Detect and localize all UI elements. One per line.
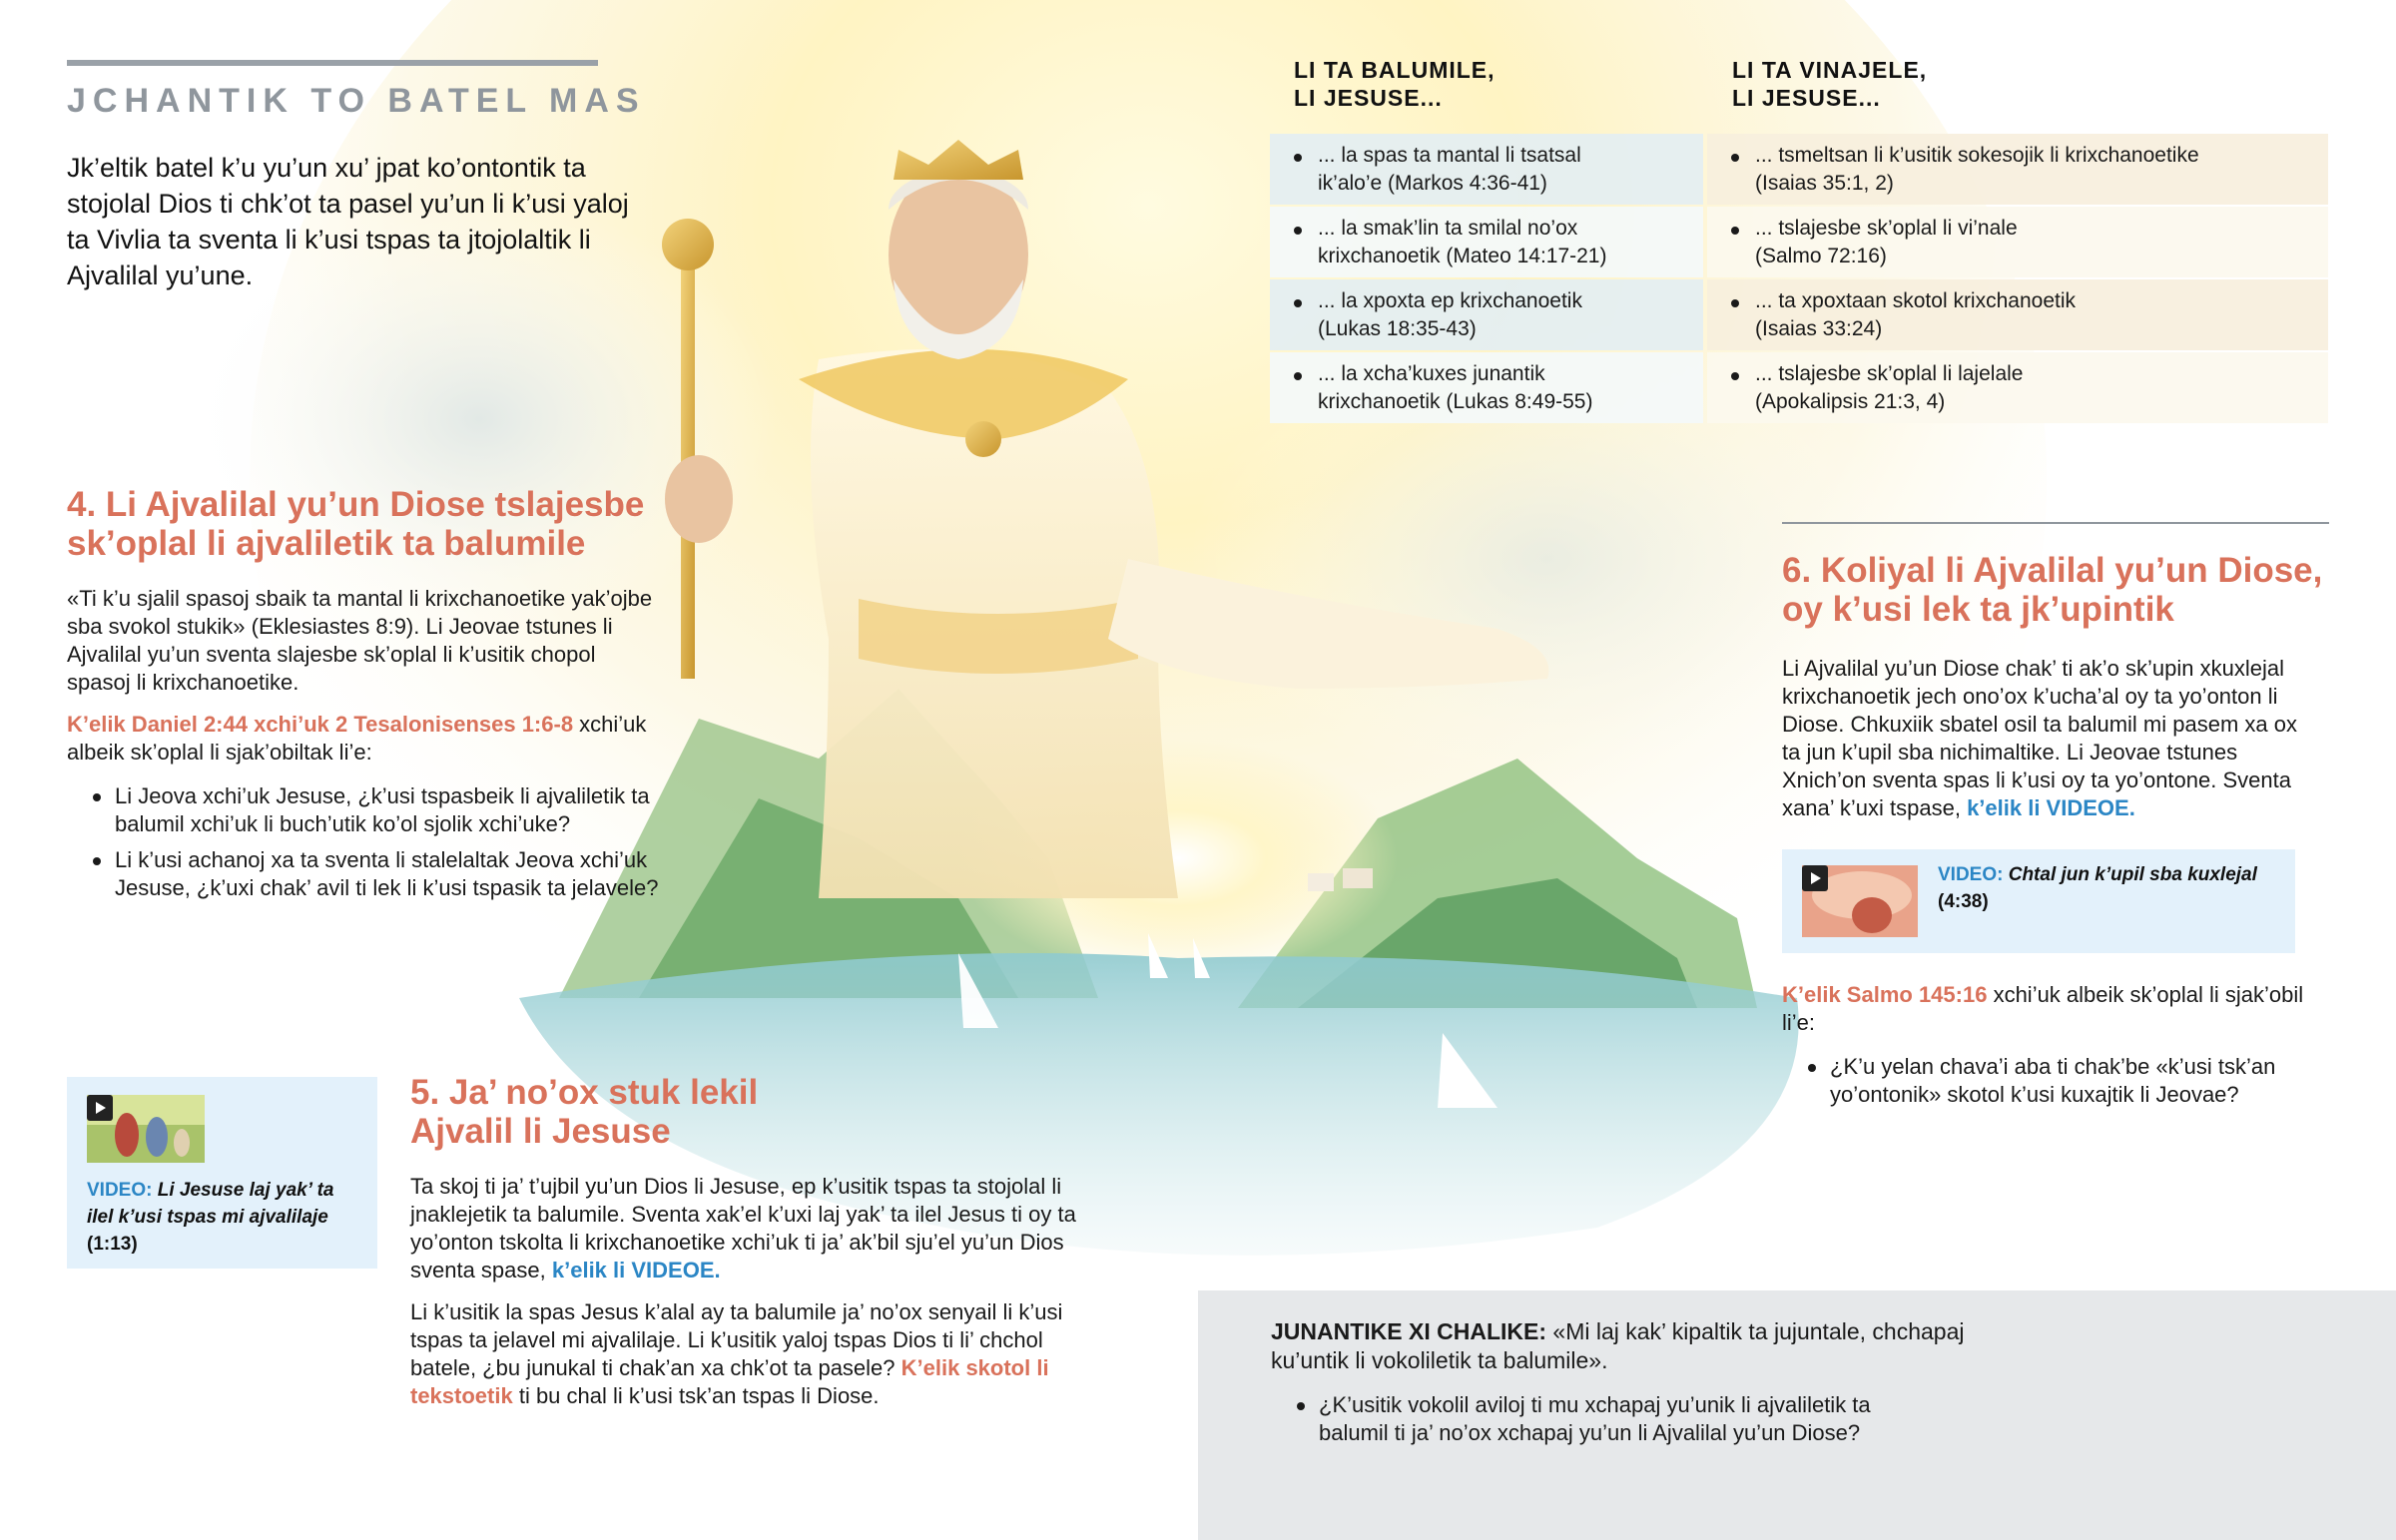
paragraph-text: ti bu chal li k’usi tsk’an tspas li Diose. bbox=[512, 1383, 880, 1408]
section-6-title-line: 6. Koliyal li Ajvalilal yu’un Diose, bbox=[1782, 551, 2323, 590]
video-label: VIDEO: bbox=[87, 1180, 153, 1201]
play-icon[interactable] bbox=[1802, 865, 1828, 891]
section-5-paragraph-1 bbox=[410, 1173, 1119, 1284]
section-4-title bbox=[67, 485, 666, 563]
section-4 bbox=[67, 485, 666, 910]
video-caption bbox=[1938, 861, 2277, 915]
paragraph-text: Li Ajvalilal yu’un Diose chak’ ti ak’o sk’upin xkuxlejal krixchanoetik jech ono’ox k’ucha’al oy ta yo’onton li Diose. Chkuxiik sbatel osil ta balumil mi pasem xa ox ta jun k’upil sba nichimaltike. Li Jeovae tstunes Xnich’on sventa spas li k’usi oy ta yo’ontone. Sventa xana’ k’uxi tspase, bbox=[1782, 656, 2297, 820]
table-left-header bbox=[1294, 56, 1496, 112]
table-cell-left bbox=[1270, 279, 1703, 350]
header-rule bbox=[67, 60, 598, 66]
section-6-title-line: oy k’usi lek ta jk’upintik bbox=[1782, 590, 2174, 629]
paragraph-text: Ta skoj ti ja’ t’ujbil yu’un Dios li Jesuse, ep k’usitik tspas ta stojolal li jnaklejetik ta balumile. Sventa xak’el k’uxi laj yak’ ta ilel Jesus ti oy ta yo’onton tskolta li krixchanoetike xchi’uk ti ja’ ak’bil sju’el yu’un Dios sventa spase, bbox=[410, 1174, 1076, 1283]
video-title: Chtal jun k’upil sba kuxlejal bbox=[2008, 864, 2257, 885]
summary-text: «Mi laj kak’ kipaltik ta jujuntale, chchapaj ku’untik li vokoliletik ta balumile». bbox=[1271, 1318, 1965, 1373]
question-item: ¿K’u yelan chava’i aba ti chak’be «k’usi tsk’an yo’ontonik» skotol k’usi kuxajtik li Jeovae? bbox=[1782, 1053, 2331, 1109]
table-left-header-line: LI TA BALUMILE, bbox=[1294, 57, 1496, 83]
table-cell-line: (Isaias 35:1, 2) bbox=[1755, 172, 1894, 195]
read-instruction-text: xchi’uk albeik sk’oplal li sjak’obiltak li’e: bbox=[67, 712, 647, 765]
video-card-left[interactable] bbox=[67, 1077, 377, 1269]
video-duration: (4:38) bbox=[1938, 891, 1989, 912]
question-item: Li k’usi achanoj xa ta sventa li stalelaltak Jeova xchi’uk Jesuse, ¿k’uxi chak’ avil ti lek li k’usi tspasik ta jelavele? bbox=[67, 846, 666, 902]
section-5 bbox=[410, 1073, 1119, 1410]
table-cell-line: ... tslajesbe sk’oplal li lajelale bbox=[1755, 362, 2024, 385]
table-cell-right bbox=[1707, 207, 2328, 277]
table-cell-line: ... tslajesbe sk’oplal li vi’nale bbox=[1755, 217, 2018, 240]
section-5-title-line: Ajvalil li Jesuse bbox=[410, 1112, 671, 1151]
scripture-reference-link[interactable]: K’elik Daniel 2:44 xchi’uk 2 Tesalonisenses 1:6-8 bbox=[67, 712, 574, 737]
table-cell-line: ... la xcha’kuxes junantik bbox=[1318, 362, 1545, 385]
table-left-header-line: LI JESUSE... bbox=[1294, 85, 1443, 111]
video-duration: (1:13) bbox=[87, 1234, 138, 1255]
video-title: Li Jesuse laj yak’ ta ilel k’usi tspas mi ajvalilaje bbox=[87, 1180, 334, 1228]
section-5-title bbox=[410, 1073, 1119, 1151]
table-cell-left bbox=[1270, 207, 1703, 277]
intro-text: Jk’eltik batel k’u yu’un xu’ jpat ko’ontontik ta stojolal Dios ti chk’ot ta pasel yu’un li k’usi yaloj ta Vivlia ta sventa li k’usi tspas ta jtojolaltik li Ajvalilal yu’une. bbox=[67, 153, 629, 290]
table-cell-line: (Apokalipsis 21:3, 4) bbox=[1755, 390, 1946, 413]
section-6-read bbox=[1782, 981, 2331, 1117]
table-cell-right bbox=[1707, 352, 2328, 423]
video-label: VIDEO: bbox=[1938, 864, 2004, 885]
video-caption bbox=[87, 1177, 356, 1258]
section-6-questions bbox=[1782, 1053, 2331, 1109]
question-item: Li Jeova xchi’uk Jesuse, ¿k’usi tspasbeik li ajvaliletik ta balumil xchi’uk li buch’utik ko’ol sjolik xchi’uke? bbox=[67, 782, 666, 838]
table-cell-right bbox=[1707, 279, 2328, 350]
section-4-title-line: sk’oplal li ajvaliletik ta balumile bbox=[67, 524, 586, 563]
paragraph-text: Li k’usitik la spas Jesus k’alal ay ta balumile ja’ no’ox senyail li k’usi tspas ta jelavel mi ajvalilaje. Li k’usitik yaloj tspas Dios ti li’ chchol batele, ¿bu junukal ti chak’an xa chk’ot ta pasele? bbox=[410, 1299, 1063, 1380]
table-cell-line: ... la smak’lin ta smilal no’ox bbox=[1318, 217, 1578, 240]
table-cell-left bbox=[1270, 134, 1703, 205]
question-item: ¿K’usitik vokolil aviloj ti mu xchapaj yu’unik li ajvaliletik ta balumil ti ja’ no’ox xchapaj yu’un li Ajvalilal yu’un Diose? bbox=[1271, 1391, 1930, 1447]
table-cell-line: ... ta xpoxtaan skotol krixchanoetik bbox=[1755, 289, 2076, 312]
table-right-header-line: LI TA VINAJELE, bbox=[1732, 57, 1928, 83]
summary-statement bbox=[1271, 1317, 1990, 1375]
table-cell-line: ik’alo’e (Markos 4:36-41) bbox=[1318, 172, 1547, 195]
section-5-paragraph-2 bbox=[410, 1298, 1069, 1410]
table-cell-line: ... la spas ta mantal li tsatsal bbox=[1318, 144, 1581, 167]
table-cell-left bbox=[1270, 352, 1703, 423]
table-cell-line: krixchanoetik (Lukas 8:49-55) bbox=[1318, 390, 1593, 413]
scripture-reference-link[interactable]: K’elik Salmo 145:16 bbox=[1782, 982, 1988, 1007]
table-cell-line: ... la xpoxta ep krixchanoetik bbox=[1318, 289, 1582, 312]
summary-questions bbox=[1271, 1391, 1930, 1455]
section-4-questions bbox=[67, 782, 666, 902]
video-link[interactable]: k’elik li VIDEOE. bbox=[1967, 795, 2135, 820]
section-6-title bbox=[1782, 551, 2331, 629]
table-cell-line: (Isaias 33:24) bbox=[1755, 317, 1883, 340]
table-cell-line: (Salmo 72:16) bbox=[1755, 245, 1887, 267]
section-divider bbox=[1782, 522, 2329, 524]
table-cell-right bbox=[1707, 134, 2328, 205]
scripture-reference-link[interactable]: K’elik skotol li tekstoetik bbox=[410, 1355, 1049, 1408]
section-5-title-line: 5. Ja’ no’ox stuk lekil bbox=[410, 1073, 759, 1112]
section-4-paragraph: «Ti k’u sjalil spasoj sbaik ta mantal li krixchanoetike yak’ojbe sba svokol stukik» (Eklesiastes 8:9). Li Jeovae tstunes li Ajvalilal yu’un sventa slajesbe sk’oplal li k’usitik chopol spasoj li krixchanoetike. bbox=[67, 586, 653, 695]
table-cell-line: ... tsmeltsan li k’usitik sokesojik li krixchanoetike bbox=[1755, 144, 2199, 167]
play-icon[interactable] bbox=[87, 1095, 113, 1121]
table-cell-line: krixchanoetik (Mateo 14:17-21) bbox=[1318, 245, 1607, 267]
table-cell-line: (Lukas 18:35-43) bbox=[1318, 317, 1477, 340]
section-6-read-instruction bbox=[1782, 981, 2331, 1037]
table-right-header bbox=[1732, 56, 1927, 112]
section-4-read-instruction bbox=[67, 711, 666, 767]
read-instruction-text: xchi’uk albeik sk’oplal li sjak’obil li’e: bbox=[1782, 982, 2304, 1035]
video-card-right[interactable] bbox=[1782, 849, 2295, 953]
video-link[interactable]: k’elik li VIDEOE. bbox=[551, 1258, 721, 1283]
page-title: JCHANTIK TO BATEL MAS bbox=[67, 82, 646, 120]
section-6 bbox=[1782, 551, 2331, 822]
summary-panel bbox=[1198, 1290, 2396, 1540]
section-4-title-line: 4. Li Ajvalilal yu’un Diose tslajesbe bbox=[67, 485, 645, 524]
summary-label: JUNANTIKE XI CHALIKE: bbox=[1271, 1318, 1547, 1344]
table-right-header-line: LI JESUSE... bbox=[1732, 85, 1881, 111]
section-6-paragraph bbox=[1782, 655, 2321, 822]
